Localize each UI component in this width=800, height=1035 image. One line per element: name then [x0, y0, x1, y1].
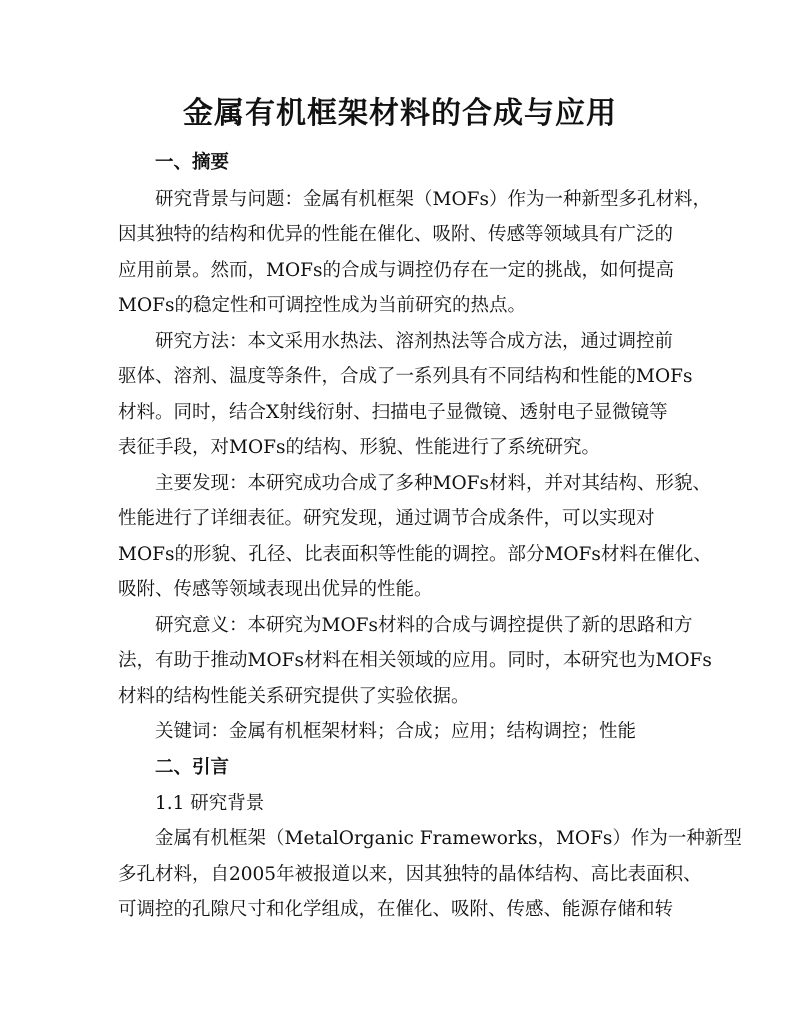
- abstract-methods-line: 驱体、溶剂、温度等条件，合成了一系列具有不同结构和性能的MOFs: [118, 366, 693, 387]
- intro-background-line: 多孔材料，自2005年被报道以来，因其独特的晶体结构、高比表面积、: [118, 864, 702, 885]
- abstract-background-line: 研究背景与问题：金属有机框架（MOFs）作为一种新型多孔材料，: [155, 189, 711, 210]
- abstract-significance-line: 研究意义：本研究为MOFs材料的合成与调控提供了新的思路和方: [155, 615, 693, 636]
- abstract-methods-line: 材料。同时，结合X射线衍射、扫描电子显微镜、透射电子显微镜等: [118, 402, 668, 423]
- abstract-background-line: MOFs的稳定性和可调控性成为当前研究的热点。: [118, 295, 526, 316]
- abstract-findings-line: 主要发现：本研究成功合成了多种MOFs材料，并对其结构、形貌、: [155, 473, 711, 494]
- abstract-methods-line: 研究方法：本文采用水热法、溶剂热法等合成方法，通过调控前: [155, 331, 674, 352]
- keywords-line: 关键词：金属有机框架材料；合成；应用；结构调控；性能: [155, 721, 637, 742]
- section-heading-introduction: 二、引言: [155, 757, 230, 778]
- intro-background-line: 可调控的孔隙尺寸和化学组成，在催化、吸附、传感、能源存储和转: [118, 899, 674, 920]
- abstract-findings-line: 吸附、传感等领域表现出优异的性能。: [118, 579, 433, 600]
- abstract-background-line: 应用前景。然而，MOFs的合成与调控仍存在一定的挑战，如何提高: [118, 260, 674, 281]
- section-heading-abstract: 一、摘要: [155, 152, 230, 173]
- abstract-significance-line: 材料的结构性能关系研究提供了实验依据。: [118, 686, 470, 707]
- abstract-findings-line: 性能进行了详细表征。研究发现，通过调节合成条件，可以实现对: [118, 508, 655, 529]
- intro-background-line: 金属有机框架（MetalOrganic Frameworks，MOFs）作为一种新型: [155, 828, 742, 849]
- abstract-background-line: 因其独特的结构和优异的性能在催化、吸附、传感等领域具有广泛的: [118, 224, 674, 245]
- subsection-heading: 1.1 研究背景: [155, 793, 265, 814]
- document-title: 金属有机框架材料的合成与应用: [183, 96, 617, 131]
- abstract-methods-line: 表征手段，对MOFs的结构、形貌、性能进行了系统研究。: [118, 437, 600, 458]
- abstract-significance-line: 法，有助于推动MOFs材料在相关领域的应用。同时，本研究也为MOFs: [118, 650, 712, 671]
- abstract-findings-line: MOFs的形貌、孔径、比表面积等性能的调控。部分MOFs材料在催化、: [118, 544, 712, 565]
